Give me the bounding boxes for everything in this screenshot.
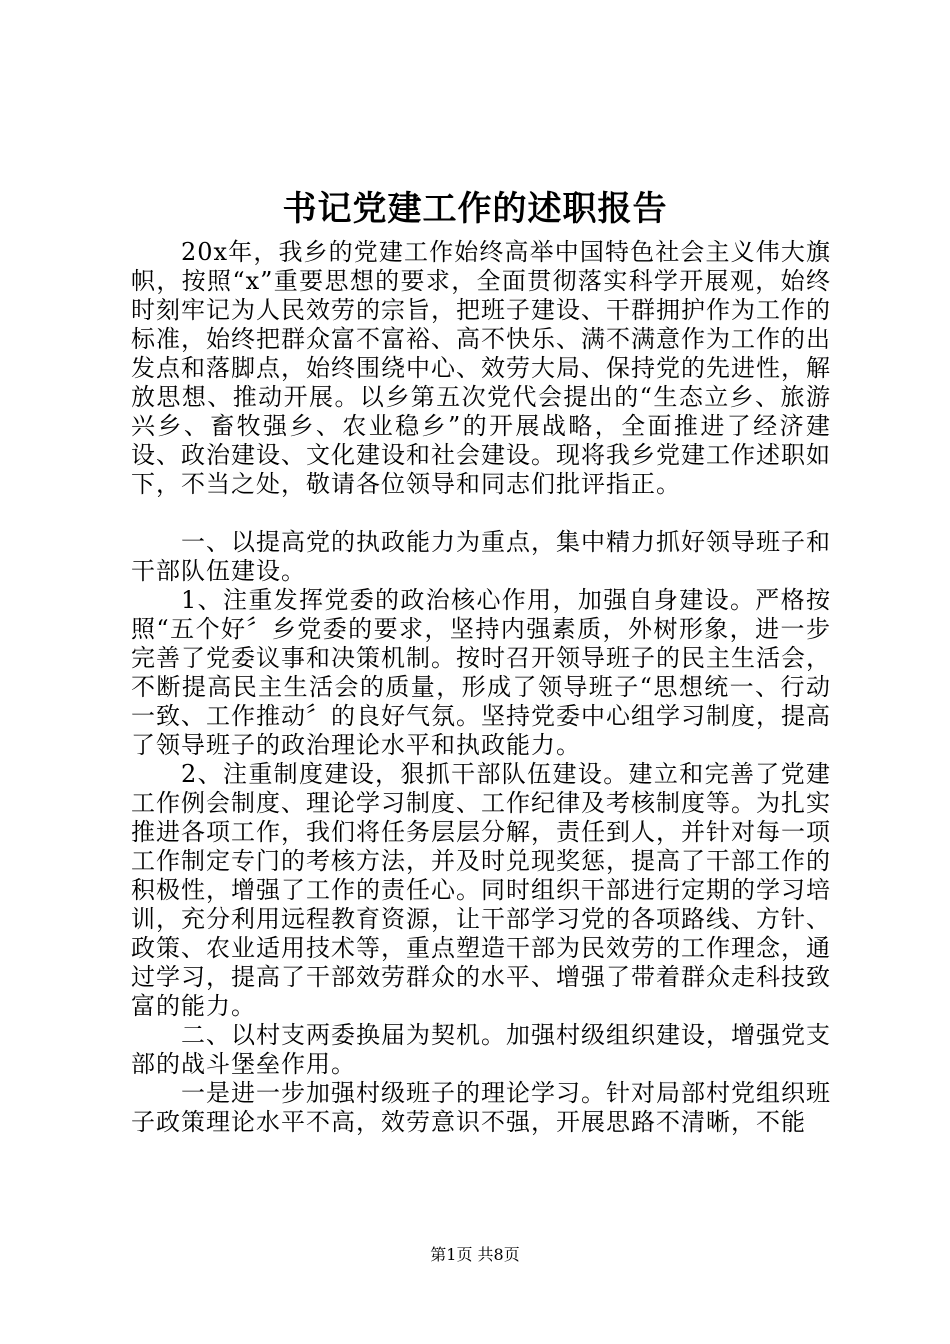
page-number-footer: 第1页 共8页: [430, 1245, 520, 1264]
body-paragraph: 2、注重制度建设，狠抓干部队伍建设。建立和完善了党建工作例会制度、理论学习制度、工作纪律及考核制度等。为扎实推进各项工作，我们将任务层层分解，责任到人，并针对每一项工作制定专门的考核方法，并及时兑现奖惩，提高了干部工作的积极性，增强了工作的责任心。同时组织干部进行定期的学习培训，充分利用远程教育资源，让干部学习党的各项路线、方针、政策、农业适用技术等，重点塑造干部为民效劳的工作理念，通过学习，提高了干部效劳群众的水平、增强了带着群众走科技致富的能力。: [131, 760, 831, 1020]
document-title: 书记党建工作的述职报告: [282, 189, 668, 229]
body-paragraph: 一是进一步加强村级班子的理论学习。针对局部村党组织班子政策理论水平不高，效劳意识不强，开展思路不清晰，不能: [131, 1079, 831, 1136]
section-heading-1: 一、以提高党的执政能力为重点，集中精力抓好领导班子和干部队伍建设。: [131, 528, 831, 585]
paragraph-spacer: [131, 499, 831, 528]
body-paragraph: 1、注重发挥党委的政治核心作用，加强自身建设。严格按照“五个好〞乡党委的要求，坚持内强素质，外树形象，进一步完善了党委议事和决策机制。按时召开领导班子的民主生活会，不断提高民主生活会的质量，形成了领导班子“思想统一、行动一致、工作推动〞的良好气氛。坚持党委中心组学习制度，提高了领导班子的政治理论水平和执政能力。: [131, 586, 831, 759]
document-body: [131, 238, 831, 1137]
section-heading-2: 二、以村支两委换届为契机。加强村级组织建设，增强党支部的战斗堡垒作用。: [131, 1021, 831, 1078]
intro-paragraph: 20x年，我乡的党建工作始终高举中国特色社会主义伟大旗帜，按照“x”重要思想的要求，全面贯彻落实科学开展观，始终时刻牢记为人民效劳的宗旨，把班子建设、干群拥护作为工作的标准，始终把群众富不富裕、高不快乐、满不满意作为工作的出发点和落脚点，始终围绕中心、效劳大局、保持党的先进性，解放思想、推动开展。以乡第五次党代会提出的“生态立乡、旅游兴乡、畜牧强乡、农业稳乡”的开展战略，全面推进了经济建设、政治建设、文化建设和社会建设。现将我乡党建工作述职如下，不当之处，敬请各位领导和同志们批评指正。: [131, 238, 831, 498]
